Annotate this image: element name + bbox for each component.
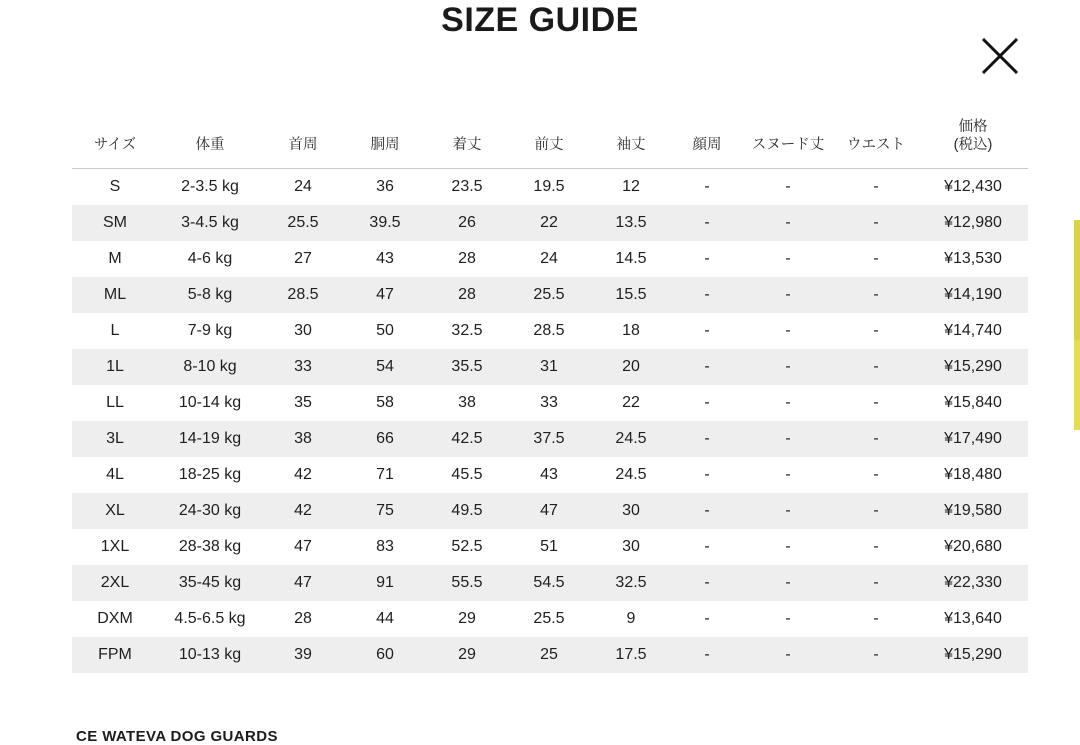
cell-snood: - bbox=[785, 610, 791, 627]
cell-weight: 5-8 kg bbox=[187, 286, 233, 303]
cell-price: ¥13,530 bbox=[944, 250, 1002, 267]
column-header-front-length: 前丈 bbox=[534, 137, 564, 153]
cell-chest: 43 bbox=[376, 250, 394, 267]
column-header-size: サイズ bbox=[93, 137, 137, 153]
cell-neck: 28 bbox=[294, 610, 312, 627]
cell-size: FPM bbox=[98, 646, 132, 663]
cell-length: 49.5 bbox=[451, 502, 483, 519]
cell-length: 29 bbox=[458, 610, 476, 627]
column-header-snood: スヌード丈 bbox=[751, 137, 825, 153]
cell-neck: 47 bbox=[294, 574, 312, 591]
price-header-line2: (税込) bbox=[953, 137, 993, 153]
cell-front-length: 25 bbox=[540, 646, 558, 663]
cell-front-length: 24 bbox=[540, 250, 558, 267]
cell-chest: 75 bbox=[376, 502, 394, 519]
cell-face: - bbox=[704, 646, 710, 663]
cell-sleeve: 32.5 bbox=[615, 574, 647, 591]
cell-snood: - bbox=[785, 178, 791, 195]
cell-size: 2XL bbox=[100, 574, 130, 591]
cell-size: S bbox=[109, 178, 121, 195]
cell-front-length: 22 bbox=[540, 214, 558, 231]
cell-chest: 54 bbox=[376, 358, 394, 375]
cell-neck: 33 bbox=[294, 358, 312, 375]
cell-face: - bbox=[704, 178, 710, 195]
table-row bbox=[72, 493, 1028, 529]
cell-front-length: 25.5 bbox=[533, 286, 565, 303]
cell-face: - bbox=[704, 574, 710, 591]
page-title: SIZE GUIDE bbox=[441, 1, 639, 39]
table-row bbox=[72, 169, 1028, 206]
cell-chest: 71 bbox=[376, 466, 394, 483]
cell-sleeve: 13.5 bbox=[615, 214, 647, 231]
cell-length: 26 bbox=[458, 214, 476, 231]
cell-neck: 27 bbox=[294, 250, 312, 267]
cell-length: 35.5 bbox=[451, 358, 483, 375]
cell-snood: - bbox=[785, 574, 791, 591]
table-row bbox=[72, 277, 1028, 313]
cell-weight: 4-6 kg bbox=[187, 250, 233, 267]
size-table bbox=[72, 112, 1028, 673]
cell-waist: - bbox=[873, 610, 879, 627]
cell-weight: 10-13 kg bbox=[178, 646, 242, 663]
table-body bbox=[72, 169, 1028, 674]
cell-sleeve: 12 bbox=[622, 178, 640, 195]
cell-front-length: 37.5 bbox=[533, 430, 565, 447]
cell-chest: 66 bbox=[376, 430, 394, 447]
cell-length: 23.5 bbox=[451, 178, 483, 195]
table-row bbox=[72, 205, 1028, 241]
cell-face: - bbox=[704, 538, 710, 555]
cell-waist: - bbox=[873, 430, 879, 447]
column-header-weight: 体重 bbox=[195, 137, 225, 153]
cell-front-length: 43 bbox=[540, 466, 558, 483]
cell-size: 4L bbox=[106, 466, 124, 483]
cell-waist: - bbox=[873, 286, 879, 303]
cell-snood: - bbox=[785, 250, 791, 267]
cell-sleeve: 20 bbox=[622, 358, 640, 375]
cell-weight: 2-3.5 kg bbox=[181, 178, 239, 195]
cell-neck: 42 bbox=[294, 466, 312, 483]
cell-waist: - bbox=[873, 214, 879, 231]
cell-sleeve: 9 bbox=[626, 610, 636, 627]
cell-waist: - bbox=[873, 574, 879, 591]
cell-price: ¥22,330 bbox=[944, 574, 1002, 591]
cell-snood: - bbox=[785, 538, 791, 555]
footer-note: CE WATEVA DOG GUARDS bbox=[76, 728, 278, 745]
cell-weight: 7-9 kg bbox=[187, 322, 233, 339]
cell-price: ¥14,190 bbox=[944, 286, 1002, 303]
cell-waist: - bbox=[873, 322, 879, 339]
cell-chest: 47 bbox=[376, 286, 394, 303]
cell-weight: 24-30 kg bbox=[178, 502, 242, 519]
cell-front-length: 54.5 bbox=[533, 574, 565, 591]
cell-length: 32.5 bbox=[451, 322, 483, 339]
cell-neck: 42 bbox=[294, 502, 312, 519]
cell-neck: 47 bbox=[294, 538, 312, 555]
cell-snood: - bbox=[785, 394, 791, 411]
cell-waist: - bbox=[873, 466, 879, 483]
cell-sleeve: 30 bbox=[622, 502, 640, 519]
cell-neck: 28.5 bbox=[287, 286, 319, 303]
cell-size: 1XL bbox=[100, 538, 130, 555]
cell-size: DXM bbox=[97, 610, 133, 627]
cell-price: ¥20,680 bbox=[944, 538, 1002, 555]
cell-face: - bbox=[704, 430, 710, 447]
cell-price: ¥15,840 bbox=[944, 394, 1002, 411]
cell-length: 45.5 bbox=[451, 466, 483, 483]
cell-neck: 24 bbox=[294, 178, 312, 195]
table-header bbox=[72, 112, 1028, 169]
cell-sleeve: 24.5 bbox=[615, 430, 647, 447]
cell-length: 42.5 bbox=[451, 430, 483, 447]
table-row bbox=[72, 241, 1028, 277]
cell-sleeve: 17.5 bbox=[615, 646, 647, 663]
cell-size: SM bbox=[103, 214, 127, 231]
edge-stripe-bottom bbox=[1074, 340, 1080, 430]
cell-neck: 39 bbox=[294, 646, 312, 663]
cell-snood: - bbox=[785, 286, 791, 303]
cell-front-length: 31 bbox=[540, 358, 558, 375]
cell-chest: 58 bbox=[376, 394, 394, 411]
cell-face: - bbox=[704, 610, 710, 627]
cell-chest: 83 bbox=[376, 538, 394, 555]
price-header-line1: 価格 bbox=[958, 119, 988, 135]
table-row bbox=[72, 313, 1028, 349]
table-row bbox=[72, 565, 1028, 601]
cell-size: ML bbox=[103, 286, 127, 303]
table-row bbox=[72, 529, 1028, 565]
cell-weight: 4.5-6.5 kg bbox=[174, 610, 246, 627]
cell-sleeve: 30 bbox=[622, 538, 640, 555]
cell-face: - bbox=[704, 286, 710, 303]
cell-length: 29 bbox=[458, 646, 476, 663]
cell-chest: 50 bbox=[376, 322, 394, 339]
cell-front-length: 51 bbox=[540, 538, 558, 555]
cell-length: 52.5 bbox=[451, 538, 483, 555]
cell-weight: 28-38 kg bbox=[178, 538, 242, 555]
column-header-sleeve: 袖丈 bbox=[616, 137, 646, 153]
cell-neck: 35 bbox=[294, 394, 312, 411]
cell-sleeve: 14.5 bbox=[615, 250, 647, 267]
cell-waist: - bbox=[873, 538, 879, 555]
cell-weight: 10-14 kg bbox=[178, 394, 242, 411]
cell-weight: 8-10 kg bbox=[183, 358, 237, 375]
cell-length: 28 bbox=[458, 286, 476, 303]
cell-front-length: 33 bbox=[540, 394, 558, 411]
cell-weight: 35-45 kg bbox=[178, 574, 242, 591]
column-header-face: 顔周 bbox=[692, 137, 722, 153]
column-header-chest: 胴周 bbox=[370, 137, 400, 153]
cell-neck: 38 bbox=[294, 430, 312, 447]
cell-sleeve: 15.5 bbox=[615, 286, 647, 303]
cell-price: ¥15,290 bbox=[944, 646, 1002, 663]
size-table-wrapper bbox=[72, 112, 1008, 673]
cell-price: ¥18,480 bbox=[944, 466, 1002, 483]
column-header-length: 着丈 bbox=[452, 137, 482, 153]
table-row bbox=[72, 385, 1028, 421]
cell-chest: 39.5 bbox=[369, 214, 401, 231]
cell-sleeve: 22 bbox=[622, 394, 640, 411]
cell-snood: - bbox=[785, 322, 791, 339]
column-header-price bbox=[918, 112, 1028, 169]
cell-chest: 44 bbox=[376, 610, 394, 627]
table-row bbox=[72, 637, 1028, 673]
cell-front-length: 47 bbox=[540, 502, 558, 519]
cell-snood: - bbox=[785, 502, 791, 519]
cell-face: - bbox=[704, 322, 710, 339]
cell-chest: 36 bbox=[376, 178, 394, 195]
cell-sleeve: 24.5 bbox=[615, 466, 647, 483]
cell-snood: - bbox=[785, 646, 791, 663]
cell-front-length: 28.5 bbox=[533, 322, 565, 339]
cell-weight: 3-4.5 kg bbox=[181, 214, 239, 231]
cell-price: ¥15,290 bbox=[944, 358, 1002, 375]
cell-weight: 18-25 kg bbox=[178, 466, 242, 483]
table-row bbox=[72, 457, 1028, 493]
cell-snood: - bbox=[785, 430, 791, 447]
cell-face: - bbox=[704, 358, 710, 375]
cell-price: ¥13,640 bbox=[944, 610, 1002, 627]
table-row bbox=[72, 601, 1028, 637]
cell-waist: - bbox=[873, 394, 879, 411]
cell-length: 55.5 bbox=[451, 574, 483, 591]
cell-chest: 60 bbox=[376, 646, 394, 663]
cell-price: ¥12,980 bbox=[944, 214, 1002, 231]
cell-front-length: 19.5 bbox=[533, 178, 565, 195]
cell-size: XL bbox=[105, 502, 125, 519]
cell-waist: - bbox=[873, 178, 879, 195]
cell-snood: - bbox=[785, 214, 791, 231]
cell-face: - bbox=[704, 214, 710, 231]
cell-neck: 25.5 bbox=[287, 214, 319, 231]
cell-price: ¥12,430 bbox=[944, 178, 1002, 195]
cell-face: - bbox=[704, 466, 710, 483]
cell-waist: - bbox=[873, 646, 879, 663]
cell-face: - bbox=[704, 250, 710, 267]
cell-size: LL bbox=[106, 394, 124, 411]
cell-price: ¥14,740 bbox=[944, 322, 1002, 339]
cell-price: ¥17,490 bbox=[944, 430, 1002, 447]
cell-length: 28 bbox=[458, 250, 476, 267]
table-row bbox=[72, 421, 1028, 457]
cell-price: ¥19,580 bbox=[944, 502, 1002, 519]
cell-snood: - bbox=[785, 466, 791, 483]
edge-stripe-top bbox=[1074, 220, 1080, 340]
close-icon[interactable] bbox=[978, 34, 1022, 78]
cell-chest: 91 bbox=[376, 574, 394, 591]
cell-waist: - bbox=[873, 358, 879, 375]
cell-sleeve: 18 bbox=[622, 322, 640, 339]
table-row bbox=[72, 349, 1028, 385]
cell-front-length: 25.5 bbox=[533, 610, 565, 627]
column-header-waist: ウエスト bbox=[847, 137, 905, 153]
cell-size: L bbox=[110, 322, 120, 339]
cell-snood: - bbox=[785, 358, 791, 375]
cell-size: 3L bbox=[106, 430, 124, 447]
column-header-neck: 首周 bbox=[288, 137, 318, 153]
cell-neck: 30 bbox=[294, 322, 312, 339]
cell-face: - bbox=[704, 502, 710, 519]
cell-length: 38 bbox=[458, 394, 476, 411]
cell-waist: - bbox=[873, 250, 879, 267]
cell-weight: 14-19 kg bbox=[178, 430, 242, 447]
cell-size: 1L bbox=[106, 358, 124, 375]
cell-waist: - bbox=[873, 502, 879, 519]
cell-face: - bbox=[704, 394, 710, 411]
cell-size: M bbox=[108, 250, 122, 267]
